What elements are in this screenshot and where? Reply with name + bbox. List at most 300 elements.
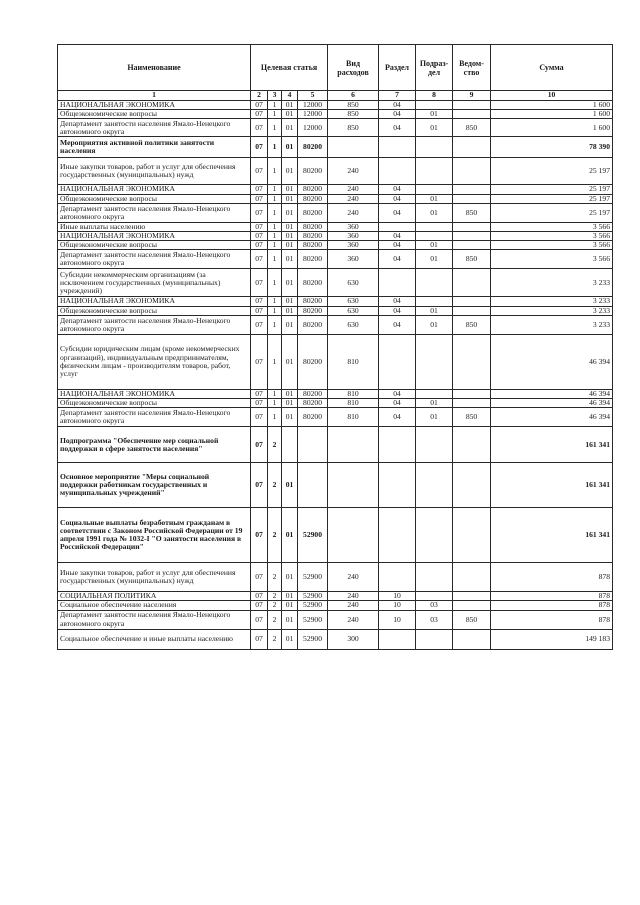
cell-expense-type: 240 — [328, 592, 379, 601]
cell-direction: 52900 — [298, 508, 328, 563]
cell-sum: 878 — [491, 592, 613, 601]
col-number: 5 — [298, 91, 328, 101]
cell-subsection: 01 — [416, 194, 453, 203]
cell-name: Департамент занятости населения Ямало-Ненецкого автономного округа — [58, 315, 251, 334]
cell-department — [453, 389, 491, 398]
cell-department — [453, 185, 491, 194]
cell-subprogram: 1 — [268, 334, 282, 389]
cell-program: 07 — [251, 389, 268, 398]
cell-sum: 3 233 — [491, 297, 613, 306]
cell-measure — [282, 427, 298, 463]
cell-subprogram: 1 — [268, 185, 282, 194]
table-row — [58, 408, 613, 427]
table-body — [58, 101, 613, 650]
cell-measure: 01 — [282, 334, 298, 389]
table-row — [58, 232, 613, 241]
table-row — [58, 241, 613, 250]
cell-department: 850 — [453, 610, 491, 629]
cell-expense-type — [328, 427, 379, 463]
cell-program: 07 — [251, 110, 268, 119]
cell-subsection: 03 — [416, 610, 453, 629]
cell-direction: 52900 — [298, 563, 328, 592]
cell-measure: 01 — [282, 389, 298, 398]
cell-measure: 01 — [282, 610, 298, 629]
cell-expense-type: 240 — [328, 601, 379, 610]
cell-expense-type: 240 — [328, 610, 379, 629]
cell-measure: 01 — [282, 315, 298, 334]
cell-program: 07 — [251, 592, 268, 601]
col-number: 8 — [416, 91, 453, 101]
cell-section — [379, 158, 416, 185]
cell-direction: 80200 — [298, 306, 328, 315]
cell-measure: 01 — [282, 101, 298, 110]
cell-expense-type: 850 — [328, 110, 379, 119]
header-dept: Ведом-ство — [453, 45, 491, 91]
table-row — [58, 601, 613, 610]
cell-section — [379, 334, 416, 389]
cell-section: 04 — [379, 101, 416, 110]
cell-subsection — [416, 222, 453, 231]
cell-department: 850 — [453, 250, 491, 269]
header-target: Целевая статья — [251, 45, 328, 91]
cell-program: 07 — [251, 222, 268, 231]
col-number: 10 — [491, 91, 613, 101]
cell-sum: 3 566 — [491, 232, 613, 241]
cell-section — [379, 463, 416, 508]
cell-sum: 3 233 — [491, 315, 613, 334]
cell-section: 10 — [379, 601, 416, 610]
cell-expense-type: 850 — [328, 101, 379, 110]
table-row — [58, 427, 613, 463]
table-row — [58, 269, 613, 297]
header-name: Наименование — [58, 45, 251, 91]
cell-measure: 01 — [282, 306, 298, 315]
cell-section: 04 — [379, 297, 416, 306]
cell-subprogram: 1 — [268, 119, 282, 137]
cell-name: Социальное обеспечение и иные выплаты населению — [58, 629, 251, 649]
cell-expense-type: 810 — [328, 389, 379, 398]
cell-program: 07 — [251, 269, 268, 297]
cell-subprogram: 1 — [268, 101, 282, 110]
table-row — [58, 389, 613, 398]
cell-name: НАЦИОНАЛЬНАЯ ЭКОНОМИКА — [58, 232, 251, 241]
cell-direction: 12000 — [298, 119, 328, 137]
cell-direction — [298, 427, 328, 463]
cell-name: Социальное обеспечение населения — [58, 601, 251, 610]
cell-measure: 01 — [282, 508, 298, 563]
cell-direction: 80200 — [298, 315, 328, 334]
cell-measure: 01 — [282, 297, 298, 306]
cell-section: 04 — [379, 194, 416, 203]
cell-department: 850 — [453, 119, 491, 137]
cell-subsection: 01 — [416, 306, 453, 315]
cell-subsection: 03 — [416, 601, 453, 610]
col-number: 3 — [268, 91, 282, 101]
cell-name: Подпрограмма "Обеспечение мер социальной поддержки в сфере занятости населения" — [58, 427, 251, 463]
cell-measure: 01 — [282, 250, 298, 269]
cell-program: 07 — [251, 203, 268, 222]
cell-department — [453, 101, 491, 110]
cell-program: 07 — [251, 306, 268, 315]
cell-program: 07 — [251, 101, 268, 110]
cell-department — [453, 241, 491, 250]
cell-direction: 80200 — [298, 137, 328, 158]
cell-measure: 01 — [282, 222, 298, 231]
cell-name: НАЦИОНАЛЬНАЯ ЭКОНОМИКА — [58, 185, 251, 194]
cell-section — [379, 563, 416, 592]
cell-subprogram: 1 — [268, 315, 282, 334]
cell-subsection — [416, 297, 453, 306]
cell-subsection — [416, 463, 453, 508]
cell-subsection — [416, 185, 453, 194]
cell-subprogram: 2 — [268, 629, 282, 649]
cell-direction: 52900 — [298, 610, 328, 629]
column-number-row — [58, 91, 613, 101]
budget-table — [57, 44, 613, 650]
cell-measure: 01 — [282, 408, 298, 427]
cell-subprogram: 2 — [268, 427, 282, 463]
table-row — [58, 463, 613, 508]
cell-program: 07 — [251, 334, 268, 389]
cell-department — [453, 399, 491, 408]
cell-section — [379, 508, 416, 563]
cell-section — [379, 269, 416, 297]
cell-measure: 01 — [282, 463, 298, 508]
cell-subprogram: 2 — [268, 601, 282, 610]
table-row — [58, 203, 613, 222]
cell-section: 04 — [379, 315, 416, 334]
cell-sum: 1 600 — [491, 110, 613, 119]
cell-direction: 80200 — [298, 241, 328, 250]
cell-section: 04 — [379, 399, 416, 408]
cell-name: Департамент занятости населения Ямало-Ненецкого автономного округа — [58, 119, 251, 137]
table-row — [58, 592, 613, 601]
cell-program: 07 — [251, 315, 268, 334]
cell-name: Департамент занятости населения Ямало-Ненецкого автономного округа — [58, 610, 251, 629]
cell-measure: 01 — [282, 563, 298, 592]
table-row — [58, 629, 613, 649]
cell-sum: 3 233 — [491, 306, 613, 315]
cell-department — [453, 427, 491, 463]
cell-department — [453, 158, 491, 185]
cell-expense-type — [328, 137, 379, 158]
cell-section — [379, 629, 416, 649]
cell-program: 07 — [251, 427, 268, 463]
cell-program: 07 — [251, 408, 268, 427]
cell-measure: 01 — [282, 399, 298, 408]
cell-direction: 80200 — [298, 269, 328, 297]
header-section: Раздел — [379, 45, 416, 91]
cell-section: 04 — [379, 408, 416, 427]
cell-measure: 01 — [282, 194, 298, 203]
cell-sum: 46 394 — [491, 399, 613, 408]
cell-sum: 161 341 — [491, 427, 613, 463]
cell-direction: 80200 — [298, 203, 328, 222]
cell-subsection — [416, 563, 453, 592]
header-subsection: Подраз-дел — [416, 45, 453, 91]
cell-department — [453, 232, 491, 241]
cell-name: Общеэкономические вопросы — [58, 194, 251, 203]
cell-expense-type: 360 — [328, 232, 379, 241]
cell-direction: 80200 — [298, 222, 328, 231]
cell-name: Департамент занятости населения Ямало-Ненецкого автономного округа — [58, 250, 251, 269]
cell-name: Департамент занятости населения Ямало-Ненецкого автономного округа — [58, 203, 251, 222]
cell-department: 850 — [453, 408, 491, 427]
cell-subsection — [416, 269, 453, 297]
cell-section — [379, 137, 416, 158]
cell-direction: 52900 — [298, 629, 328, 649]
table-row — [58, 222, 613, 231]
cell-expense-type: 810 — [328, 399, 379, 408]
cell-measure: 01 — [282, 185, 298, 194]
cell-expense-type: 360 — [328, 222, 379, 231]
cell-subsection: 01 — [416, 399, 453, 408]
cell-expense-type: 240 — [328, 158, 379, 185]
cell-subprogram: 2 — [268, 592, 282, 601]
cell-department — [453, 629, 491, 649]
cell-department — [453, 306, 491, 315]
cell-section: 04 — [379, 110, 416, 119]
cell-subsection: 01 — [416, 203, 453, 222]
cell-expense-type: 240 — [328, 185, 379, 194]
cell-sum: 46 394 — [491, 389, 613, 398]
cell-expense-type: 240 — [328, 203, 379, 222]
cell-subprogram: 2 — [268, 463, 282, 508]
cell-sum: 46 394 — [491, 334, 613, 389]
cell-sum: 25 197 — [491, 185, 613, 194]
cell-subsection — [416, 101, 453, 110]
cell-department — [453, 508, 491, 563]
cell-subsection — [416, 232, 453, 241]
cell-program: 07 — [251, 297, 268, 306]
cell-subprogram: 1 — [268, 250, 282, 269]
cell-subprogram: 1 — [268, 297, 282, 306]
cell-section: 04 — [379, 232, 416, 241]
cell-program: 07 — [251, 601, 268, 610]
cell-name: НАЦИОНАЛЬНАЯ ЭКОНОМИКА — [58, 389, 251, 398]
cell-direction: 12000 — [298, 110, 328, 119]
cell-department — [453, 297, 491, 306]
cell-subprogram: 2 — [268, 508, 282, 563]
cell-direction: 80200 — [298, 389, 328, 398]
cell-subsection — [416, 334, 453, 389]
cell-program: 07 — [251, 563, 268, 592]
cell-subsection — [416, 427, 453, 463]
cell-sum: 878 — [491, 601, 613, 610]
cell-measure: 01 — [282, 119, 298, 137]
col-number: 7 — [379, 91, 416, 101]
cell-sum: 25 197 — [491, 203, 613, 222]
cell-direction: 80200 — [298, 185, 328, 194]
cell-department — [453, 269, 491, 297]
cell-subsection — [416, 508, 453, 563]
cell-department — [453, 334, 491, 389]
cell-sum: 161 341 — [491, 508, 613, 563]
header-exp-type: Вид расходов — [328, 45, 379, 91]
cell-subprogram: 1 — [268, 241, 282, 250]
cell-measure: 01 — [282, 110, 298, 119]
cell-program: 07 — [251, 232, 268, 241]
table-row — [58, 250, 613, 269]
cell-subsection — [416, 389, 453, 398]
cell-sum: 3 566 — [491, 250, 613, 269]
cell-direction: 80200 — [298, 250, 328, 269]
cell-subsection — [416, 158, 453, 185]
cell-subsection — [416, 137, 453, 158]
cell-name: Департамент занятости населения Ямало-Ненецкого автономного округа — [58, 408, 251, 427]
cell-name: Иные закупки товаров, работ и услуг для обеспечения государственных (муниципальных) нужд — [58, 158, 251, 185]
cell-program: 07 — [251, 610, 268, 629]
cell-subprogram: 2 — [268, 563, 282, 592]
cell-name: Общеэкономические вопросы — [58, 399, 251, 408]
cell-subsection: 01 — [416, 315, 453, 334]
cell-measure: 01 — [282, 232, 298, 241]
cell-name: Общеэкономические вопросы — [58, 110, 251, 119]
cell-direction: 52900 — [298, 601, 328, 610]
cell-program: 07 — [251, 185, 268, 194]
cell-subsection: 01 — [416, 119, 453, 137]
cell-measure: 01 — [282, 629, 298, 649]
cell-subprogram: 1 — [268, 389, 282, 398]
cell-subprogram: 2 — [268, 610, 282, 629]
table-row — [58, 563, 613, 592]
cell-section — [379, 427, 416, 463]
cell-subprogram: 1 — [268, 399, 282, 408]
cell-subsection: 01 — [416, 250, 453, 269]
cell-measure: 01 — [282, 203, 298, 222]
table-row — [58, 119, 613, 137]
cell-expense-type: 360 — [328, 250, 379, 269]
table-row — [58, 110, 613, 119]
cell-expense-type: 630 — [328, 269, 379, 297]
cell-subsection: 01 — [416, 110, 453, 119]
table-row — [58, 334, 613, 389]
cell-name: НАЦИОНАЛЬНАЯ ЭКОНОМИКА — [58, 101, 251, 110]
cell-name: Мероприятия активной политики занятости населения — [58, 137, 251, 158]
cell-expense-type — [328, 508, 379, 563]
cell-name: Субсидии некоммерческим организациям (за исключением государственных (муниципальных) учреждений) — [58, 269, 251, 297]
cell-program: 07 — [251, 250, 268, 269]
cell-name: Иные закупки товаров, работ и услуг для обеспечения государственных (муниципальных) нужд — [58, 563, 251, 592]
cell-program: 07 — [251, 399, 268, 408]
cell-section: 04 — [379, 185, 416, 194]
cell-sum: 1 600 — [491, 119, 613, 137]
cell-subprogram: 1 — [268, 194, 282, 203]
cell-program: 07 — [251, 629, 268, 649]
cell-subsection: 01 — [416, 408, 453, 427]
cell-program: 07 — [251, 119, 268, 137]
cell-program: 07 — [251, 137, 268, 158]
cell-sum: 149 183 — [491, 629, 613, 649]
table-row — [58, 297, 613, 306]
cell-department — [453, 222, 491, 231]
cell-sum: 1 600 — [491, 101, 613, 110]
cell-subprogram: 1 — [268, 306, 282, 315]
cell-expense-type: 630 — [328, 315, 379, 334]
cell-program: 07 — [251, 463, 268, 508]
cell-department: 850 — [453, 315, 491, 334]
cell-section: 04 — [379, 306, 416, 315]
header-row — [58, 45, 613, 91]
page-blank-area — [0, 770, 640, 905]
cell-section: 04 — [379, 241, 416, 250]
table-row — [58, 185, 613, 194]
cell-department — [453, 563, 491, 592]
cell-department: 850 — [453, 203, 491, 222]
cell-subprogram: 1 — [268, 232, 282, 241]
col-number: 2 — [251, 91, 268, 101]
table-row — [58, 306, 613, 315]
cell-sum: 25 197 — [491, 158, 613, 185]
cell-section: 04 — [379, 119, 416, 137]
cell-name: Субсидии юридическим лицам (кроме некоммерческих организаций), индивидуальным предпринимателям, физическим лицам - производителям товаров, работ, услуг — [58, 334, 251, 389]
cell-name: Иные выплаты населению — [58, 222, 251, 231]
cell-section — [379, 222, 416, 231]
table-row — [58, 399, 613, 408]
cell-direction: 80200 — [298, 194, 328, 203]
cell-subprogram: 1 — [268, 110, 282, 119]
cell-direction: 80200 — [298, 399, 328, 408]
col-number: 1 — [58, 91, 251, 101]
table-row — [58, 315, 613, 334]
cell-section: 04 — [379, 203, 416, 222]
cell-subsection — [416, 629, 453, 649]
cell-measure: 01 — [282, 241, 298, 250]
cell-measure: 01 — [282, 269, 298, 297]
cell-expense-type: 810 — [328, 334, 379, 389]
cell-sum: 3 233 — [491, 269, 613, 297]
cell-sum: 46 394 — [491, 408, 613, 427]
cell-name: Общеэкономические вопросы — [58, 306, 251, 315]
table-row — [58, 508, 613, 563]
cell-measure: 01 — [282, 601, 298, 610]
cell-program: 07 — [251, 194, 268, 203]
cell-measure: 01 — [282, 137, 298, 158]
cell-sum: 3 566 — [491, 241, 613, 250]
cell-direction: 80200 — [298, 297, 328, 306]
col-number: 4 — [282, 91, 298, 101]
cell-sum: 3 566 — [491, 222, 613, 231]
table-row — [58, 610, 613, 629]
cell-subprogram: 1 — [268, 408, 282, 427]
cell-name: НАЦИОНАЛЬНАЯ ЭКОНОМИКА — [58, 297, 251, 306]
cell-expense-type: 240 — [328, 563, 379, 592]
cell-subprogram: 1 — [268, 222, 282, 231]
cell-expense-type — [328, 463, 379, 508]
cell-subprogram: 1 — [268, 137, 282, 158]
cell-department — [453, 110, 491, 119]
table-row — [58, 158, 613, 185]
table-row — [58, 137, 613, 158]
cell-direction: 80200 — [298, 334, 328, 389]
cell-subprogram: 1 — [268, 269, 282, 297]
cell-measure: 01 — [282, 592, 298, 601]
col-number: 9 — [453, 91, 491, 101]
cell-sum: 25 197 — [491, 194, 613, 203]
cell-sum: 878 — [491, 563, 613, 592]
cell-sum: 878 — [491, 610, 613, 629]
cell-section: 04 — [379, 389, 416, 398]
cell-subprogram: 1 — [268, 158, 282, 185]
cell-name: Основное мероприятие "Меры социальной поддержки работникам государственных и муниципальных учреждений" — [58, 463, 251, 508]
cell-direction: 80200 — [298, 158, 328, 185]
cell-expense-type: 630 — [328, 306, 379, 315]
table-row — [58, 194, 613, 203]
cell-section: 10 — [379, 592, 416, 601]
cell-sum: 161 341 — [491, 463, 613, 508]
cell-direction: 12000 — [298, 101, 328, 110]
cell-direction: 80200 — [298, 232, 328, 241]
